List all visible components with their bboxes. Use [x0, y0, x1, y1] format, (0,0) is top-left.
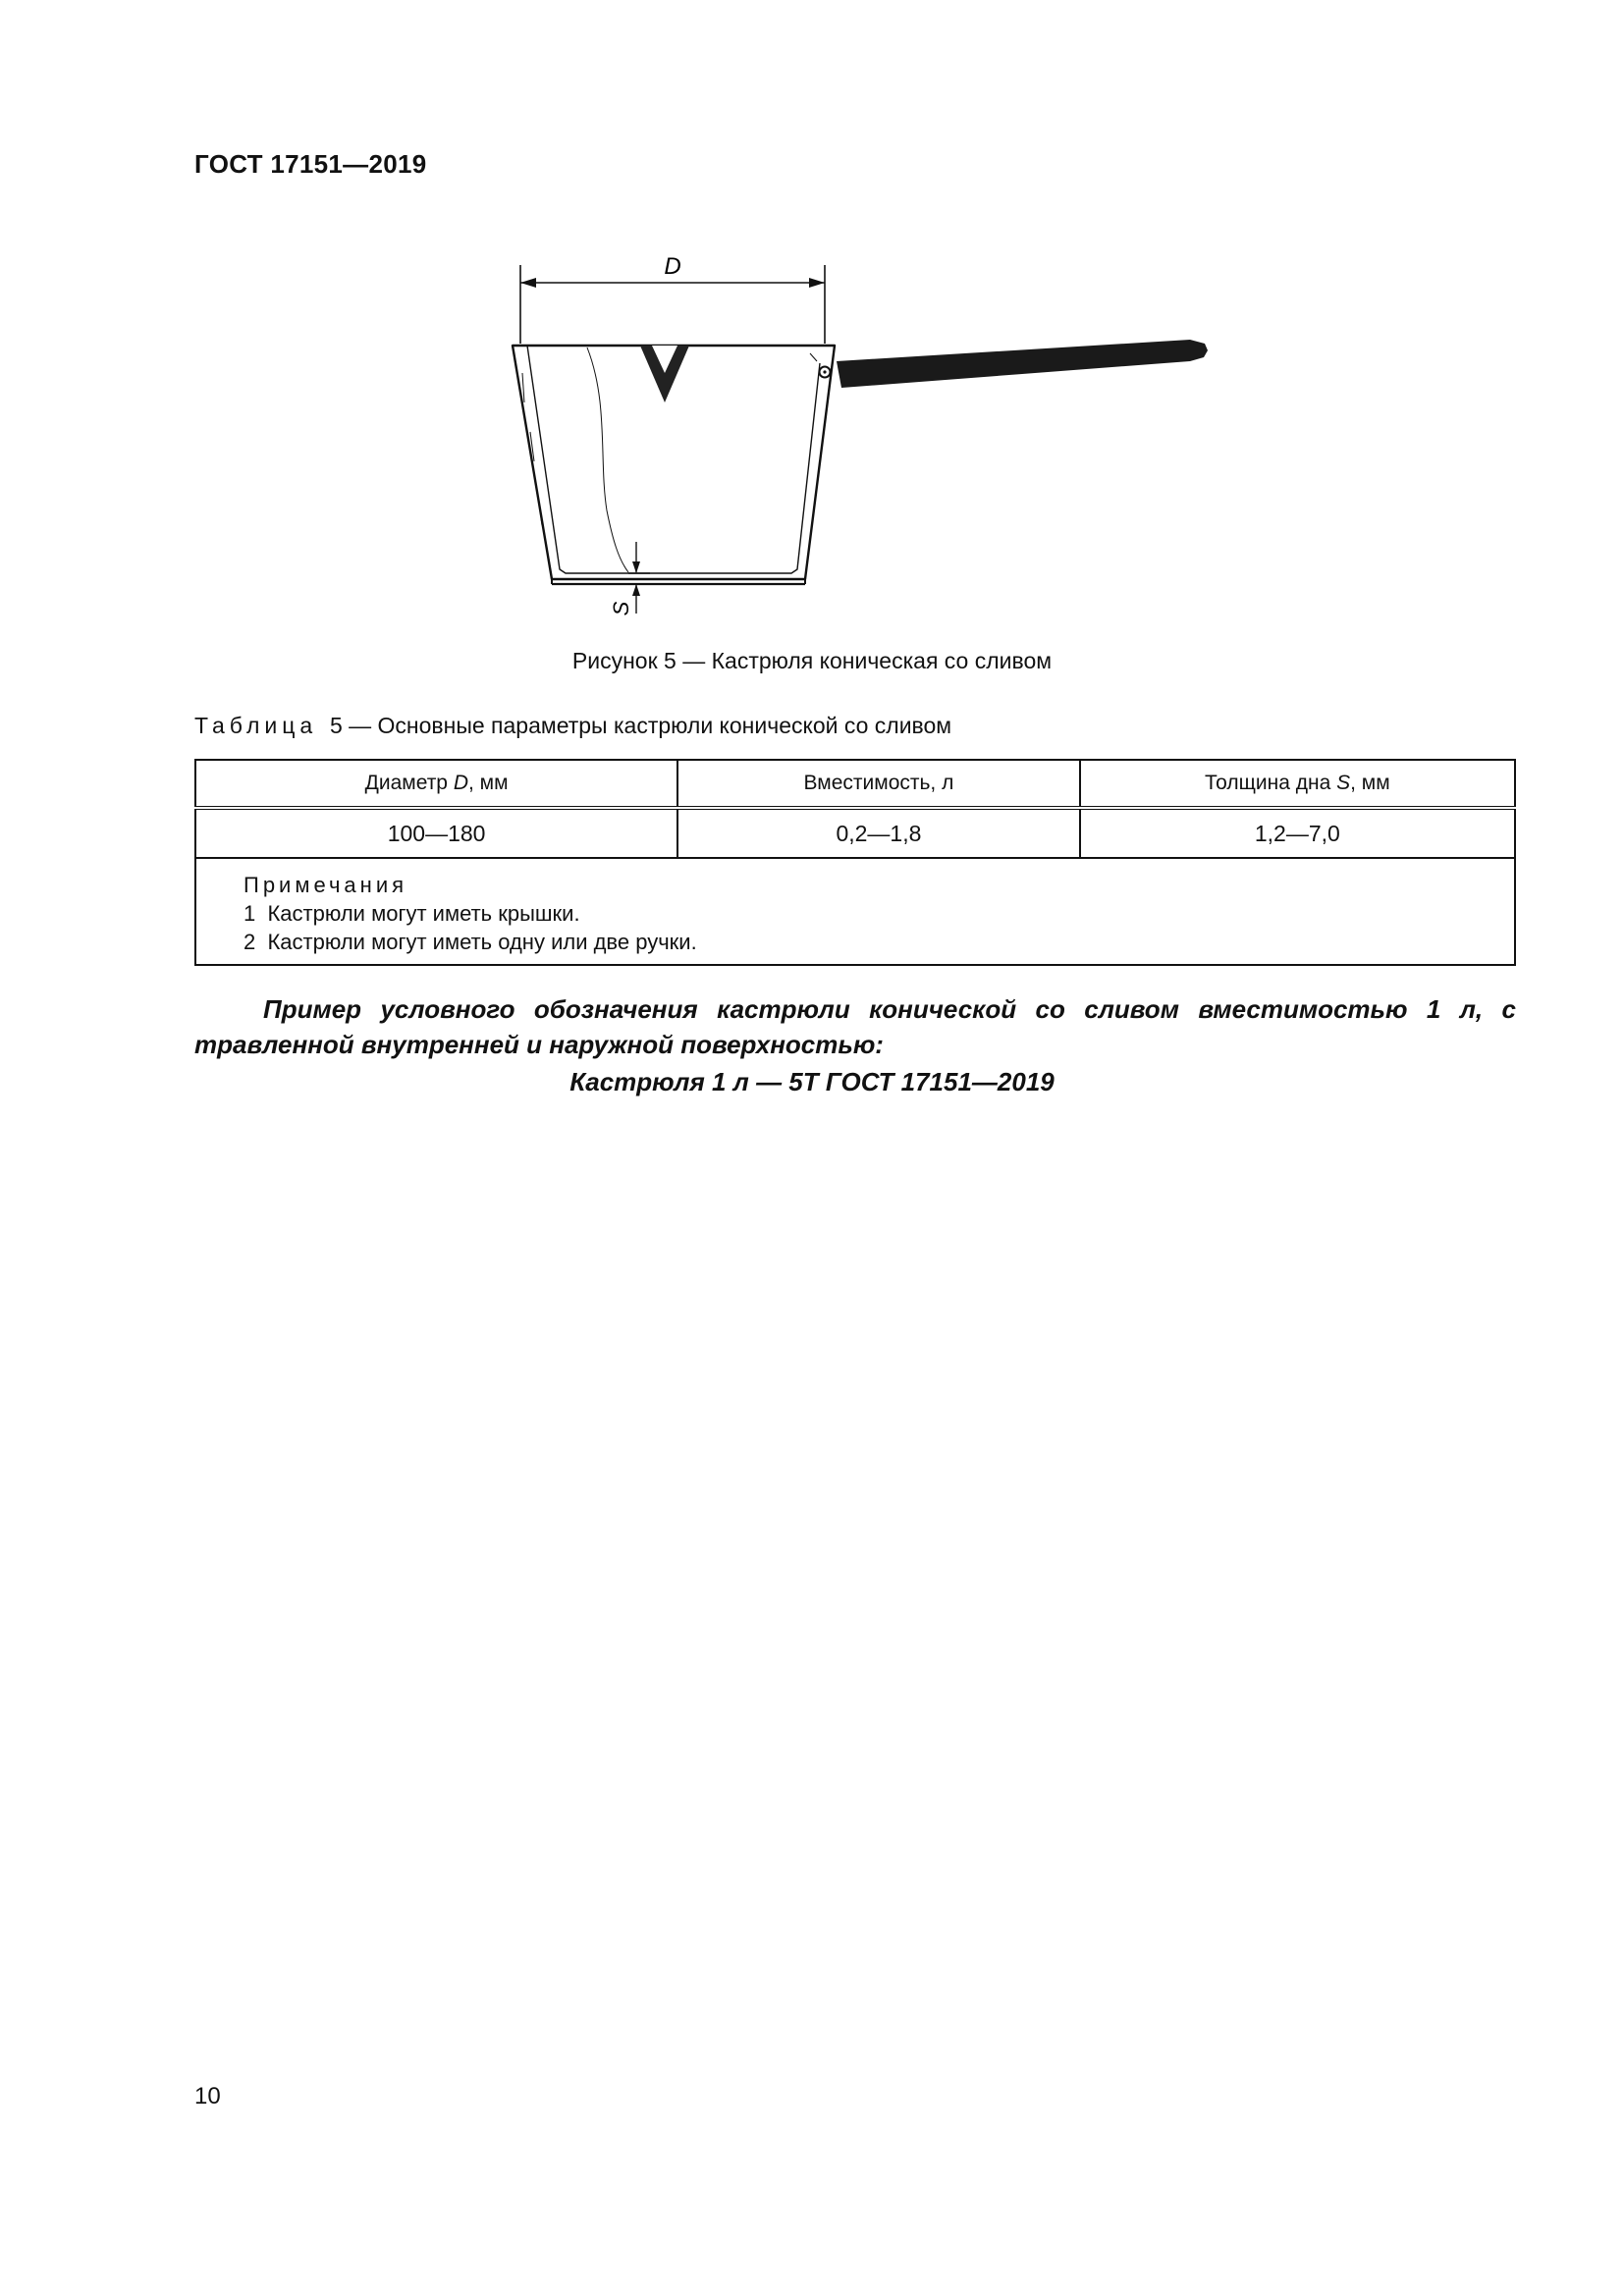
rivet-center [823, 370, 826, 373]
dimension-d-label: D [664, 253, 681, 280]
note-item: 1 Кастрюли могут иметь крышки. [244, 901, 580, 926]
designation-example-text: Пример условного обозначения кастрюли конической со сливом вместимостью 1 л, с травленной внутренней и наружной поверхностью: [194, 994, 1516, 1059]
dimension-s-arrow-top [632, 561, 640, 573]
saucepan-drawing [491, 245, 1237, 618]
table-notes-row [195, 858, 1515, 965]
cell-thickness: 1,2—7,0 [1080, 808, 1515, 858]
dimension-s-label: S [609, 601, 633, 616]
header-capacity: Вместимость, л [677, 760, 1079, 808]
table-title [194, 713, 951, 739]
header-diameter-unit: , мм [468, 772, 509, 794]
dimension-s-arrow-bottom [632, 584, 640, 596]
table-title-text: 5 — Основные параметры кастрюли конической со сливом [329, 713, 952, 738]
notes-title: Примечания [244, 873, 408, 897]
header-diameter-text: Диаметр [364, 772, 454, 794]
pot-handle [837, 340, 1208, 388]
page-number: 10 [194, 2083, 221, 2109]
cell-capacity: 0,2—1,8 [677, 808, 1079, 858]
figure-caption: Рисунок 5 — Кастрюля коническая со сливом [571, 648, 1053, 673]
document-header: ГОСТ 17151—2019 [194, 149, 427, 179]
note-item: 2 Кастрюли могут иметь одну или две ручки. [244, 930, 697, 954]
parameters-table [194, 759, 1516, 966]
header-thickness-text: Толщина дна [1204, 772, 1337, 794]
table-header-row [195, 760, 1515, 808]
header-diameter-var: D [453, 772, 468, 794]
header-thickness-unit: , мм [1350, 772, 1390, 794]
header-thickness-var: S [1336, 772, 1351, 794]
table-title-prefix: Таблица [194, 713, 318, 738]
table-notes [195, 858, 1515, 965]
header-diameter [195, 760, 677, 808]
dimension-arrow-right [809, 278, 825, 288]
table-row [195, 808, 1515, 858]
cell-diameter: 100—180 [195, 808, 677, 858]
saucepan-figure [491, 245, 1237, 618]
designation-example: Кастрюля 1 л — 5Т ГОСТ 17151—2019 [569, 1067, 1055, 1096]
header-thickness [1080, 760, 1515, 808]
dimension-arrow-left [520, 278, 536, 288]
